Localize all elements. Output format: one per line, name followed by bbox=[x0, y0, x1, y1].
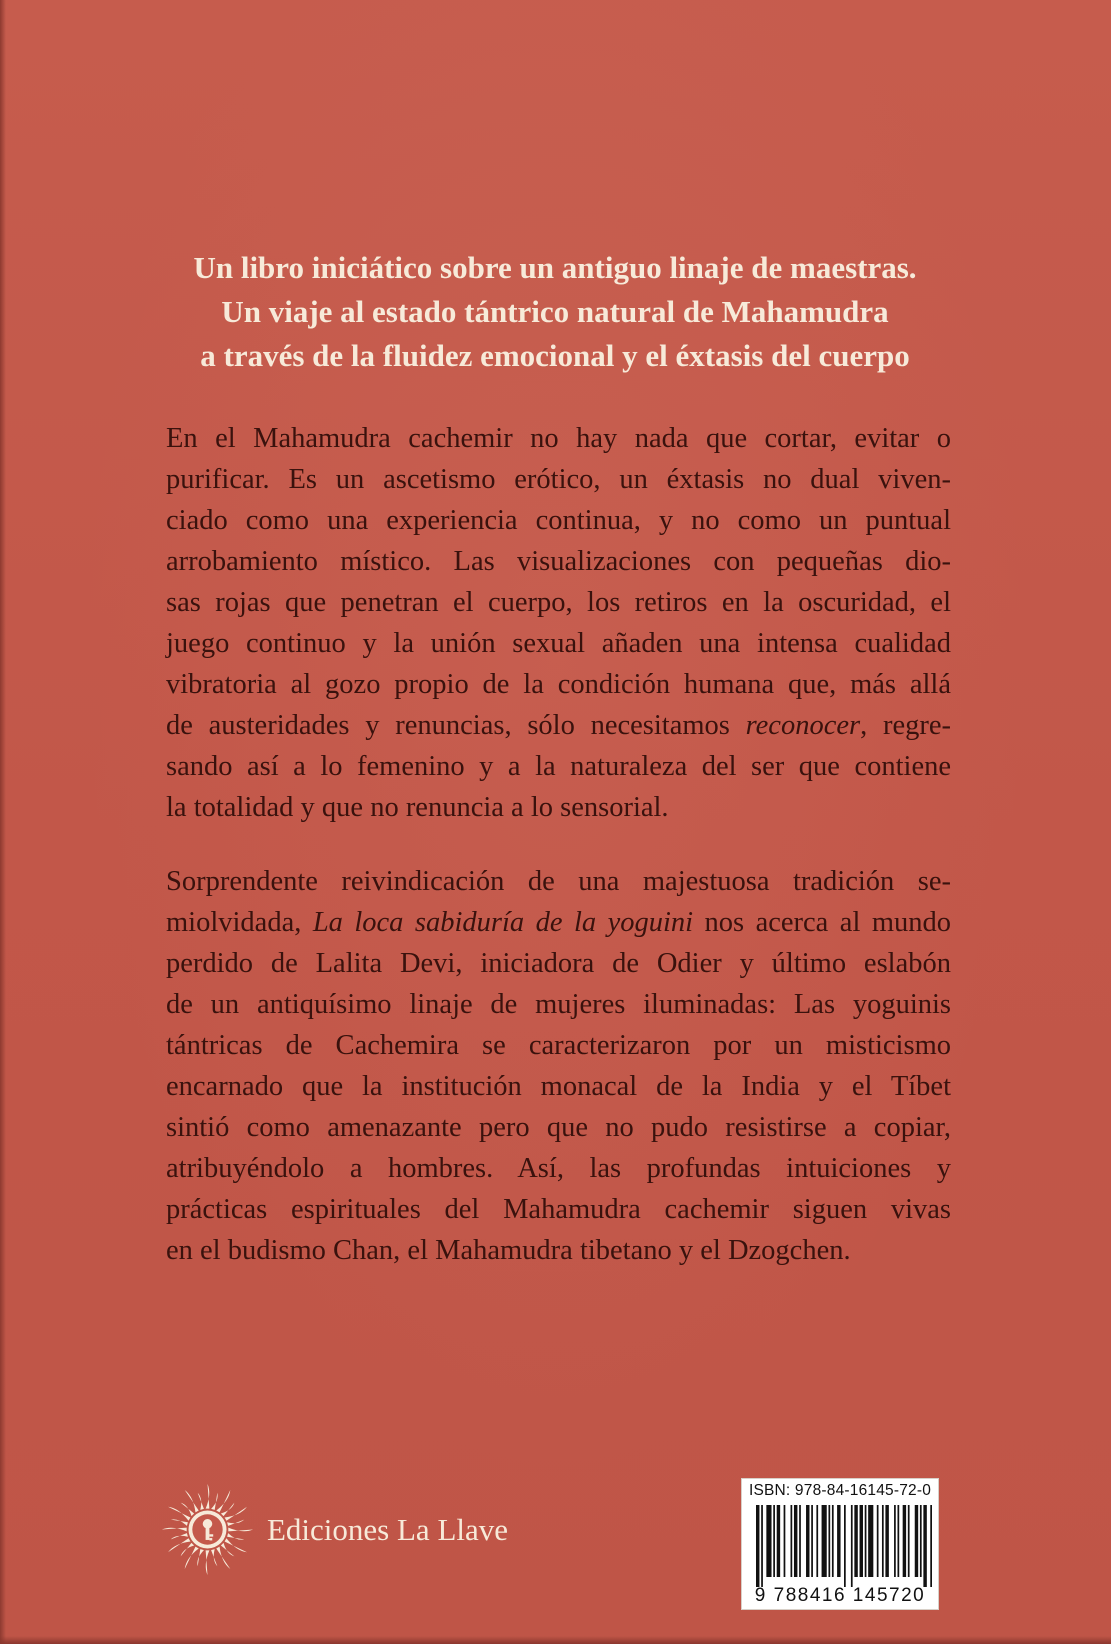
paragraph-line: purificar. Es un ascetismo erótico, un éxtasis no dual viven- bbox=[166, 464, 951, 495]
barcode-bar bbox=[811, 1505, 813, 1577]
paragraph-line: de un antiquísimo linaje de mujeres iluminadas: Las yoguinis bbox=[166, 989, 951, 1020]
barcode-bar bbox=[868, 1505, 873, 1577]
sun-ray bbox=[171, 1533, 188, 1539]
barcode-bar bbox=[784, 1505, 786, 1577]
paragraph-line: juego continuo y la unión sexual añaden una intensa cualidad bbox=[166, 628, 951, 659]
publisher-name: Ediciones La Llave bbox=[267, 1512, 509, 1547]
barcode-bar bbox=[920, 1505, 922, 1577]
tagline-line: a través de la fluidez emocional y el éxtasis del cuerpo bbox=[200, 338, 910, 373]
barcode-bar bbox=[822, 1505, 827, 1577]
barcode-bar bbox=[761, 1505, 763, 1587]
paragraph-line-with-italic bbox=[166, 705, 951, 746]
cover-bottom-edge bbox=[0, 1636, 1111, 1644]
barcode-bar bbox=[865, 1505, 867, 1577]
barcode-bar bbox=[930, 1505, 932, 1587]
paragraph-line: tántricas de Cachemira se caracterizaron por un misticismo bbox=[166, 1030, 951, 1061]
sun-ray bbox=[171, 1519, 188, 1526]
barcode-bar bbox=[908, 1505, 910, 1577]
barcode-bar bbox=[854, 1505, 857, 1577]
isbn-label: ISBN: 978-84-16145-72-0 bbox=[748, 1482, 932, 1499]
paragraph-line: sintió como amenazante pero que no pudo resistirse a copiar, bbox=[166, 1112, 951, 1143]
paragraph-line: ciado como una experiencia continua, y no como un puntual bbox=[166, 505, 951, 536]
sun-ray bbox=[197, 1549, 204, 1566]
paragraph-line: vibratoria al gozo propio de la condición humana que, más allá bbox=[166, 669, 951, 700]
barcode-bar bbox=[882, 1505, 884, 1577]
paragraph-line: encarnado que la institución monacal de la India y el Tíbet bbox=[166, 1071, 951, 1102]
sun-ray bbox=[168, 1538, 190, 1552]
barcode-digits: 9 788416 145720 bbox=[754, 1585, 926, 1606]
sun-ray bbox=[162, 1528, 187, 1532]
barcode-bar bbox=[897, 1505, 899, 1577]
paragraph-line-with-italic bbox=[166, 902, 951, 943]
barcode-bar bbox=[851, 1505, 853, 1587]
paragraph-text: , regre- bbox=[860, 710, 951, 741]
description-paragraph-2 bbox=[166, 861, 951, 1271]
tagline-line: Un viaje al estado tántrico natural de Mahamudra bbox=[221, 294, 889, 329]
paragraph-line: la totalidad y que no renuncia a lo sensorial. bbox=[166, 792, 669, 823]
sun-ray bbox=[225, 1507, 247, 1521]
paragraph-line: sas rojas que penetran el cuerpo, los retiros en la oscuridad, el bbox=[166, 587, 951, 618]
cover-left-edge bbox=[0, 0, 6, 1644]
barcode-bar bbox=[915, 1505, 918, 1577]
barcode-bar bbox=[885, 1505, 888, 1577]
barcode-bar bbox=[773, 1505, 775, 1577]
sun-ray bbox=[227, 1533, 244, 1540]
barcode-bar bbox=[756, 1505, 759, 1587]
sun-ray bbox=[168, 1507, 190, 1521]
barcode-bar bbox=[816, 1505, 818, 1577]
paragraph-text: de austeridades y renuncias, sólo necesitamos bbox=[166, 710, 746, 741]
tagline-line: Un libro iniciático sobre un antiguo linaje de maestras. bbox=[193, 250, 917, 285]
sun-ray bbox=[206, 1550, 210, 1575]
barcode-bars bbox=[756, 1505, 932, 1587]
sun-ray bbox=[216, 1490, 230, 1512]
paragraph-line: En el Mahamudra cachemir no hay nada que cortar, evitar o bbox=[166, 423, 951, 454]
paragraph-line: atribuyéndolo a hombres. Así, las profundas intuiciones y bbox=[166, 1153, 951, 1184]
sun-ray bbox=[211, 1493, 218, 1510]
barcode-bar bbox=[777, 1505, 780, 1577]
paragraph-line: sando así a lo femenino y a la naturaleza del ser que contiene bbox=[166, 751, 951, 782]
barcode-bar bbox=[844, 1505, 846, 1587]
paragraph-line: perdido de Lalita Devi, iniciadora de Odier y último eslabón bbox=[166, 948, 951, 979]
paragraph-line: en el budismo Chan, el Mahamudra tibetano y el Dzogchen. bbox=[166, 1235, 851, 1266]
italic-word: reconocer bbox=[745, 710, 861, 741]
sun-ray bbox=[227, 1520, 244, 1526]
isbn-barcode bbox=[741, 1478, 939, 1610]
barcode-bar bbox=[766, 1505, 771, 1577]
sun-key-icon bbox=[160, 1482, 255, 1577]
sun-ray bbox=[185, 1547, 199, 1569]
sun-ray bbox=[228, 1528, 253, 1532]
barcode-bar bbox=[923, 1505, 926, 1587]
sun-ray bbox=[216, 1547, 230, 1569]
paragraph-text: nos acerca al mundo bbox=[693, 907, 951, 938]
sun-ray bbox=[198, 1493, 204, 1510]
barcode-bar bbox=[894, 1505, 896, 1577]
sun-ray bbox=[225, 1538, 247, 1552]
sun-ray bbox=[211, 1549, 217, 1566]
barcode-bar bbox=[794, 1505, 797, 1577]
barcode-bar bbox=[791, 1505, 793, 1577]
paragraph-line: prácticas espirituales del Mahamudra cachemir siguen vivas bbox=[166, 1194, 951, 1225]
paragraph-text: miolvidada, bbox=[166, 907, 313, 938]
barcode-bar bbox=[877, 1505, 879, 1577]
barcode-bar bbox=[832, 1505, 834, 1577]
book-title-italic: La loca sabiduría de la yoguini bbox=[312, 907, 694, 938]
barcode-bar bbox=[806, 1505, 809, 1577]
barcode-bar bbox=[837, 1505, 840, 1577]
tagline bbox=[150, 246, 960, 378]
paragraph-line: arrobamiento místico. Las visualizaciones con pequeñas dio- bbox=[166, 546, 951, 577]
barcode-bar bbox=[903, 1505, 906, 1577]
barcode-bar bbox=[828, 1505, 830, 1577]
description-paragraph-1 bbox=[166, 418, 951, 828]
paragraph-line: Sorprendente reivindicación de una majestuosa tradición se- bbox=[166, 866, 951, 897]
sun-ray bbox=[185, 1490, 199, 1512]
sun-ray bbox=[206, 1484, 210, 1509]
barcode-bar bbox=[799, 1505, 801, 1577]
barcode-bar bbox=[860, 1505, 863, 1577]
